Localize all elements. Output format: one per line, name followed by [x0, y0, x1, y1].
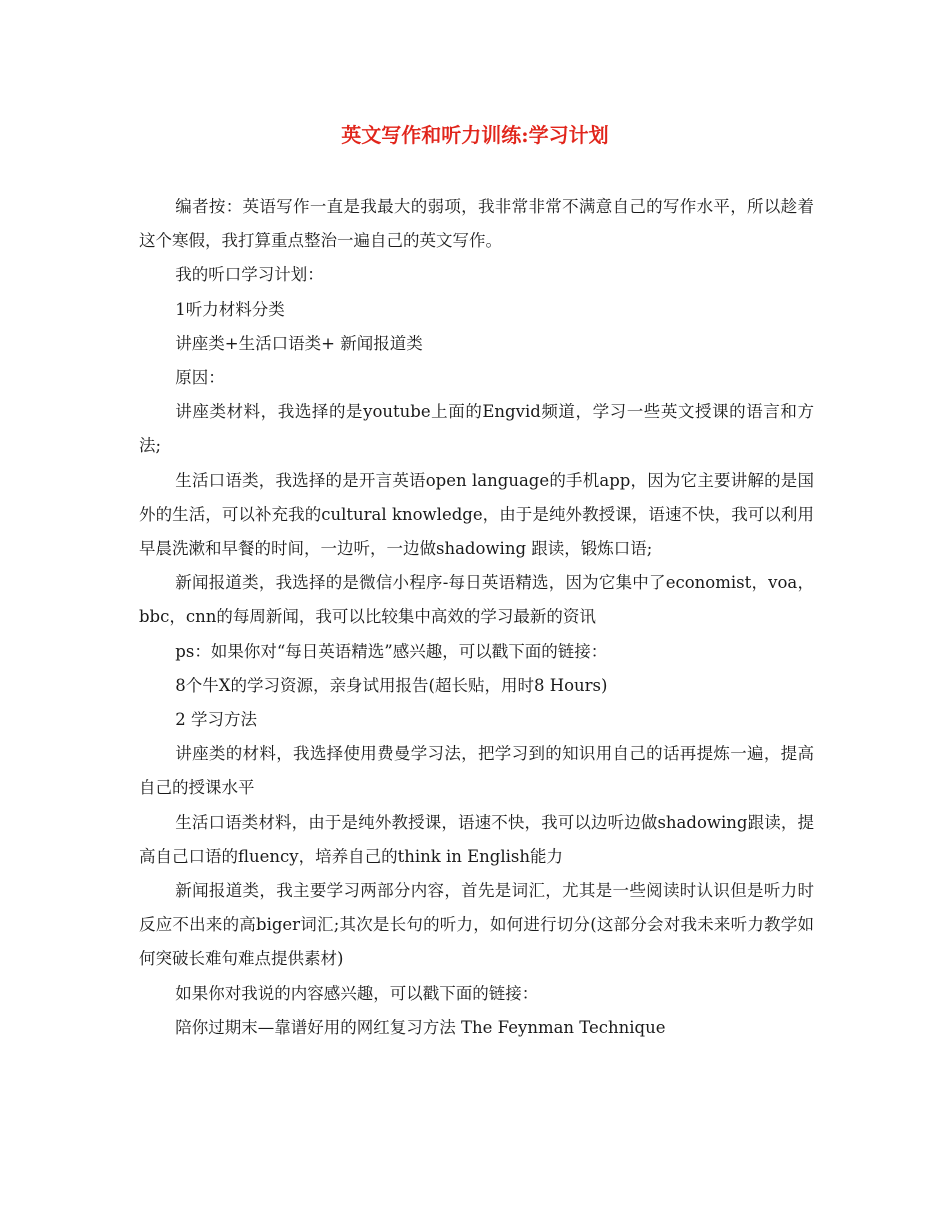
document-body	[139, 190, 814, 1045]
paragraph-editor-note: 编者按：英语写作一直是我最大的弱项，我非常非常不满意自己的写作水平，所以趁着这个寒假，我打算重点整治一遍自己的英文写作。	[139, 197, 814, 251]
paragraph-spoken-method: 生活口语类材料，由于是纯外教授课，语速不快，我可以边听边做shadowing跟读，提高自己口语的fluency，培养自己的think in English能力	[139, 812, 814, 866]
paragraph-news-materials: 新闻报道类，我选择的是微信小程序-每日英语精选，因为它集中了economist，voa，bbc，cnn的每周新闻，我可以比较集中高效的学习最新的资讯	[139, 573, 814, 627]
paragraph-material-types: 讲座类+生活口语类+ 新闻报道类	[175, 333, 423, 353]
paragraph-lecture-method: 讲座类的材料，我选择使用费曼学习法，把学习到的知识用自己的话再提炼一遍，提高自己的授课水平	[139, 744, 814, 798]
paragraph-reason-label: 原因：	[175, 368, 225, 388]
paragraph-lecture-materials: 讲座类材料，我选择的是youtube上面的Engvid频道，学习一些英文授课的语言和方法;	[139, 402, 814, 456]
paragraph-news-method: 新闻报道类，我主要学习两部分内容，首先是词汇，尤其是一些阅读时认识但是听力时反应不出来的高biger词汇;其次是长句的听力，如何进行切分(这部分会对我未来听力教学如何突破长难句难点提供素材)	[139, 881, 814, 969]
paragraph-section-1-heading: 1听力材料分类	[175, 299, 285, 319]
paragraph-ps-link-intro: ps：如果你对“每日英语精选”感兴趣，可以戳下面的链接：	[175, 641, 608, 661]
document-title: 英文写作和听力训练:学习计划	[341, 123, 609, 147]
paragraph-feynman-link[interactable]: 陪你过期末—靠谱好用的网红复习方法 The Feynman Technique	[175, 1017, 666, 1037]
paragraph-section-2-heading: 2 学习方法	[175, 710, 258, 730]
paragraph-resources-link[interactable]: 8个牛X的学习资源，亲身试用报告(超长贴，用时8 Hours)	[175, 675, 608, 695]
paragraph-spoken-materials: 生活口语类，我选择的是开言英语open language的手机app，因为它主要讲解的是国外的生活，可以补充我的cultural knowledge，由于是纯外教授课，语速不快，我可以利用早晨洗漱和早餐的时间，一边听，一边做shadowing 跟读，锻炼口语;	[139, 470, 814, 559]
paragraph-link-intro: 如果你对我说的内容感兴趣，可以戳下面的链接：	[175, 983, 539, 1003]
paragraph-plan-heading: 我的听口学习计划：	[175, 265, 324, 285]
